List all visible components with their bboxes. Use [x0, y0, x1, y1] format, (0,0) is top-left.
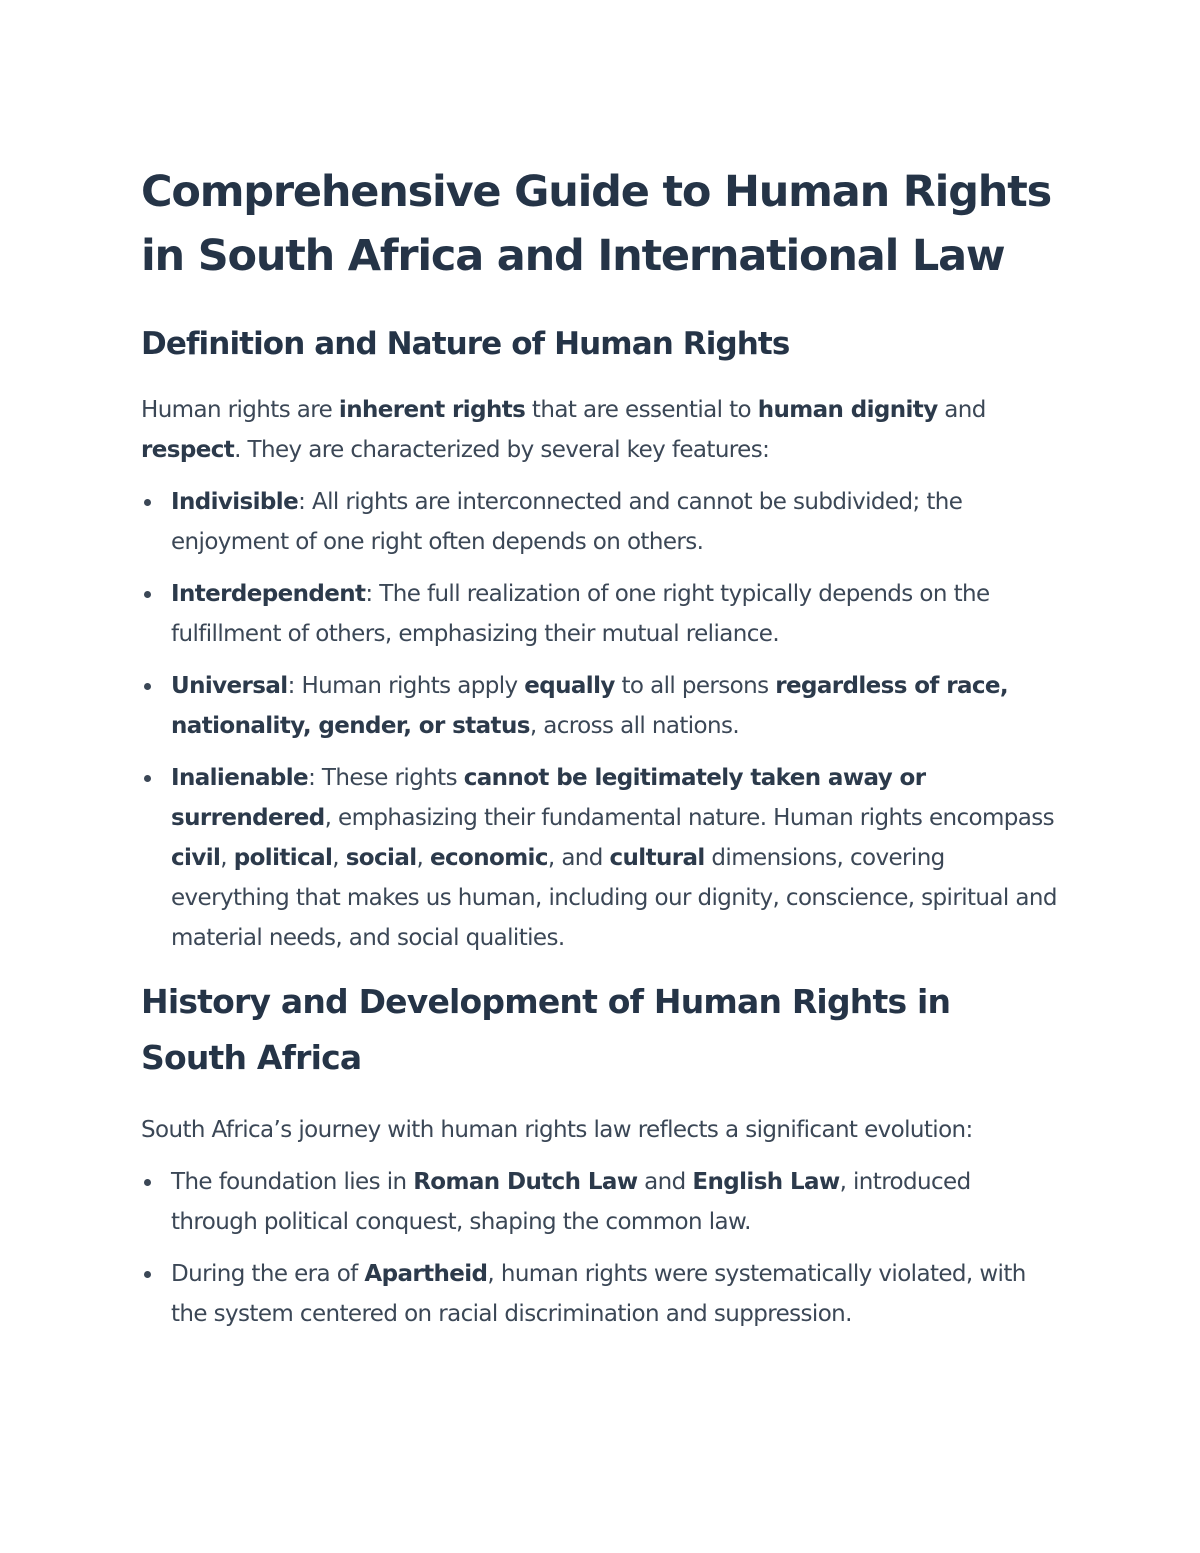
feature-list: [141, 482, 1061, 958]
section-intro-definition: Human rights are inherent rights that are essential to human dignity and respect. They are characterized by several key features:: [141, 397, 986, 463]
section-heading-definition: Definition and Nature of Human Rights: [141, 326, 790, 362]
bullet-icon: [144, 591, 151, 598]
bullet-icon: [144, 1179, 151, 1186]
bullet-icon: [144, 683, 151, 690]
list-item: Indivisible: All rights are interconnected and cannot be subdivided; the enjoyment of one right often depends on others.: [141, 482, 1061, 562]
list-item: Interdependent: The full realization of one right typically depends on the fulfillment of others, emphasizing their mutual reliance.: [141, 574, 1061, 654]
list-item: Inalienable: These rights cannot be legitimately taken away or surrendered, emphasizing their fundamental nature. Human rights encompass civil, political, social, economic, and cultural dimensions, covering everything that makes us human, including our dignity, conscience, spiritual and material needs, and social qualities.: [141, 758, 1061, 958]
page-title: Comprehensive Guide to Human Rights in South Africa and International Law: [141, 167, 1051, 281]
section-intro-history: South Africa’s journey with human rights law reflects a significant evolution:: [141, 1117, 973, 1143]
bullet-icon: [144, 499, 151, 506]
list-item: The foundation lies in Roman Dutch Law and English Law, introduced through political conquest, shaping the common law.: [141, 1162, 1061, 1242]
document-page: [141, 160, 1061, 1346]
list-item: Universal: Human rights apply equally to all persons regardless of race, nationality, gender, or status, across all nations.: [141, 666, 1061, 746]
history-list: [141, 1162, 1061, 1334]
section-heading-history: History and Development of Human Rights in South Africa: [141, 982, 951, 1077]
list-item: During the era of Apartheid, human rights were systematically violated, with the system centered on racial discrimination and suppression.: [141, 1254, 1061, 1334]
bullet-icon: [144, 1271, 151, 1278]
bullet-icon: [144, 775, 151, 782]
